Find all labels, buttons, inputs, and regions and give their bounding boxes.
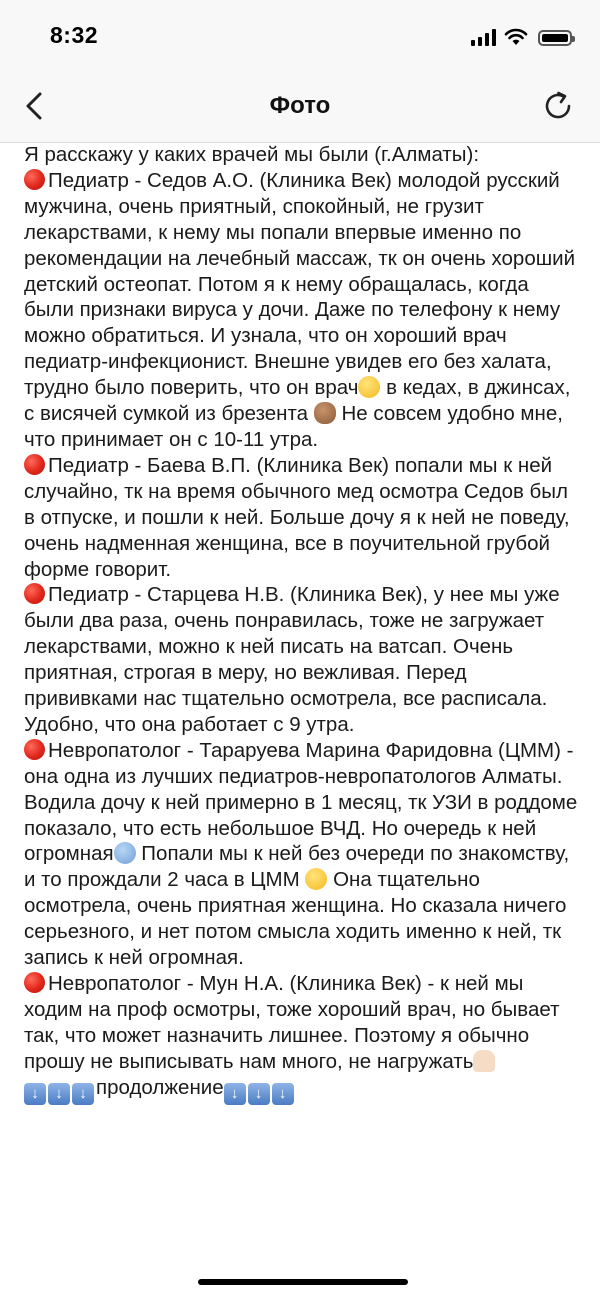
- red-circle-icon: [24, 583, 45, 604]
- down-arrow-icon: ↓: [72, 1083, 94, 1105]
- see-no-evil-monkey-icon: [314, 402, 336, 424]
- folded-hands-icon: [473, 1050, 495, 1072]
- red-circle-icon: [24, 739, 45, 760]
- refresh-button[interactable]: [540, 88, 576, 124]
- wifi-icon: [504, 28, 528, 46]
- down-arrow-icon: ↓: [24, 1083, 46, 1105]
- cellular-signal-icon: [471, 28, 496, 46]
- entry-text: Не совсем удобно мне, что принимает он с 10-11 утра.: [24, 402, 563, 451]
- down-arrow-icon: ↓: [48, 1083, 70, 1105]
- doctor-entry: [24, 453, 584, 583]
- status-icons: [471, 26, 572, 46]
- red-circle-icon: [24, 972, 45, 993]
- post-text: [24, 142, 584, 1105]
- red-circle-icon: [24, 169, 45, 190]
- doctor-entry: [24, 582, 584, 737]
- sweat-smile-icon: [305, 868, 327, 890]
- down-arrow-icon: ↓: [224, 1083, 246, 1105]
- page-title: Фото: [269, 92, 331, 119]
- status-bar: [0, 0, 600, 72]
- entry-text: Педиатр - Седов А.О. (Клиника Век) молодой русский мужчина, очень приятный, спокойный, не грузит лекарствами, к нему мы попали впервые именно по рекомендации на лечебный массаж, тк он очень хороший детский остеопат. Потом я к нему обращалась, когда были признаки вируса у дочи. Даже по телефону к нему можно обратиться. И узнала, что он хороший врач педиатр-инфекционист. Внешне увидев его без халата, трудно было поверить, что он врач: [24, 168, 576, 400]
- entry-text: Невропатолог - Мун Н.А. (Клиника Век) - к ней мы ходим на проф осмотры, тоже хороший врач, но бывает так, что может назначить лишнее. Поэтому я обычно прошу не выписывать нам много, не нагружать: [24, 972, 560, 1073]
- down-arrow-icon: ↓: [272, 1083, 294, 1105]
- continuation-line: [24, 1075, 584, 1105]
- screaming-face-icon: [114, 842, 136, 864]
- doctor-entry: [24, 971, 584, 1075]
- entry-text: Педиатр - Старцева Н.В. (Клиника Век), у нее мы уже были два раза, очень понравилась, тоже не загружает лекарствами, можно к ней писать на ватсап. Очень приятная, строгая в меру, но вежливая. Перед прививками нас тщательно осмотрела, все расписала. Удобно, что она работает с 9 утра.: [24, 583, 560, 736]
- entry-text: Педиатр - Баева В.П. (Клиника Век) попали мы к ней случайно, тк на время обычного мед осмотра Седов был в отпуске, и пошли к ней. Больше дочу я к ней не поведу, очень надменная женщина, все в поучительной грубой форме говорит.: [24, 453, 570, 581]
- battery-icon: [538, 30, 572, 46]
- doctor-entry: [24, 168, 584, 453]
- red-circle-icon: [24, 454, 45, 475]
- home-indicator[interactable]: [198, 1279, 408, 1285]
- doctor-entry: [24, 738, 584, 971]
- status-time: 8:32: [50, 22, 99, 48]
- entry-text: Она тщательно осмотрела, очень приятная женщина. Но сказала ничего серьезного, и нет потом смысла ходить именно к ней, тк запись к ней огромная.: [24, 868, 567, 970]
- entry-text: в кедах, в джинсах, с висячей сумкой из брезента: [24, 376, 571, 426]
- down-arrow-icon: ↓: [248, 1083, 270, 1105]
- sweat-smile-icon: [358, 376, 380, 398]
- entry-text: Невропатолог - Тараруева Марина Фаридовна (ЦММ) - она одна из лучших педиатров-невропатологов Алматы. Водила дочу к ней примерно в 1 месяц, тк УЗИ в роддоме показало, что есть небольшое ВЧД. Но очередь к ней огромная: [24, 738, 578, 866]
- navigation-bar: [0, 72, 600, 143]
- continuation-text: продолжение: [96, 1075, 224, 1099]
- intro-line: Я расскажу у каких врачей мы были (г.Алматы):: [24, 143, 480, 166]
- entry-text: Попали мы к ней без очереди по знакомству, и то прождали 2 часа в ЦММ: [24, 842, 570, 892]
